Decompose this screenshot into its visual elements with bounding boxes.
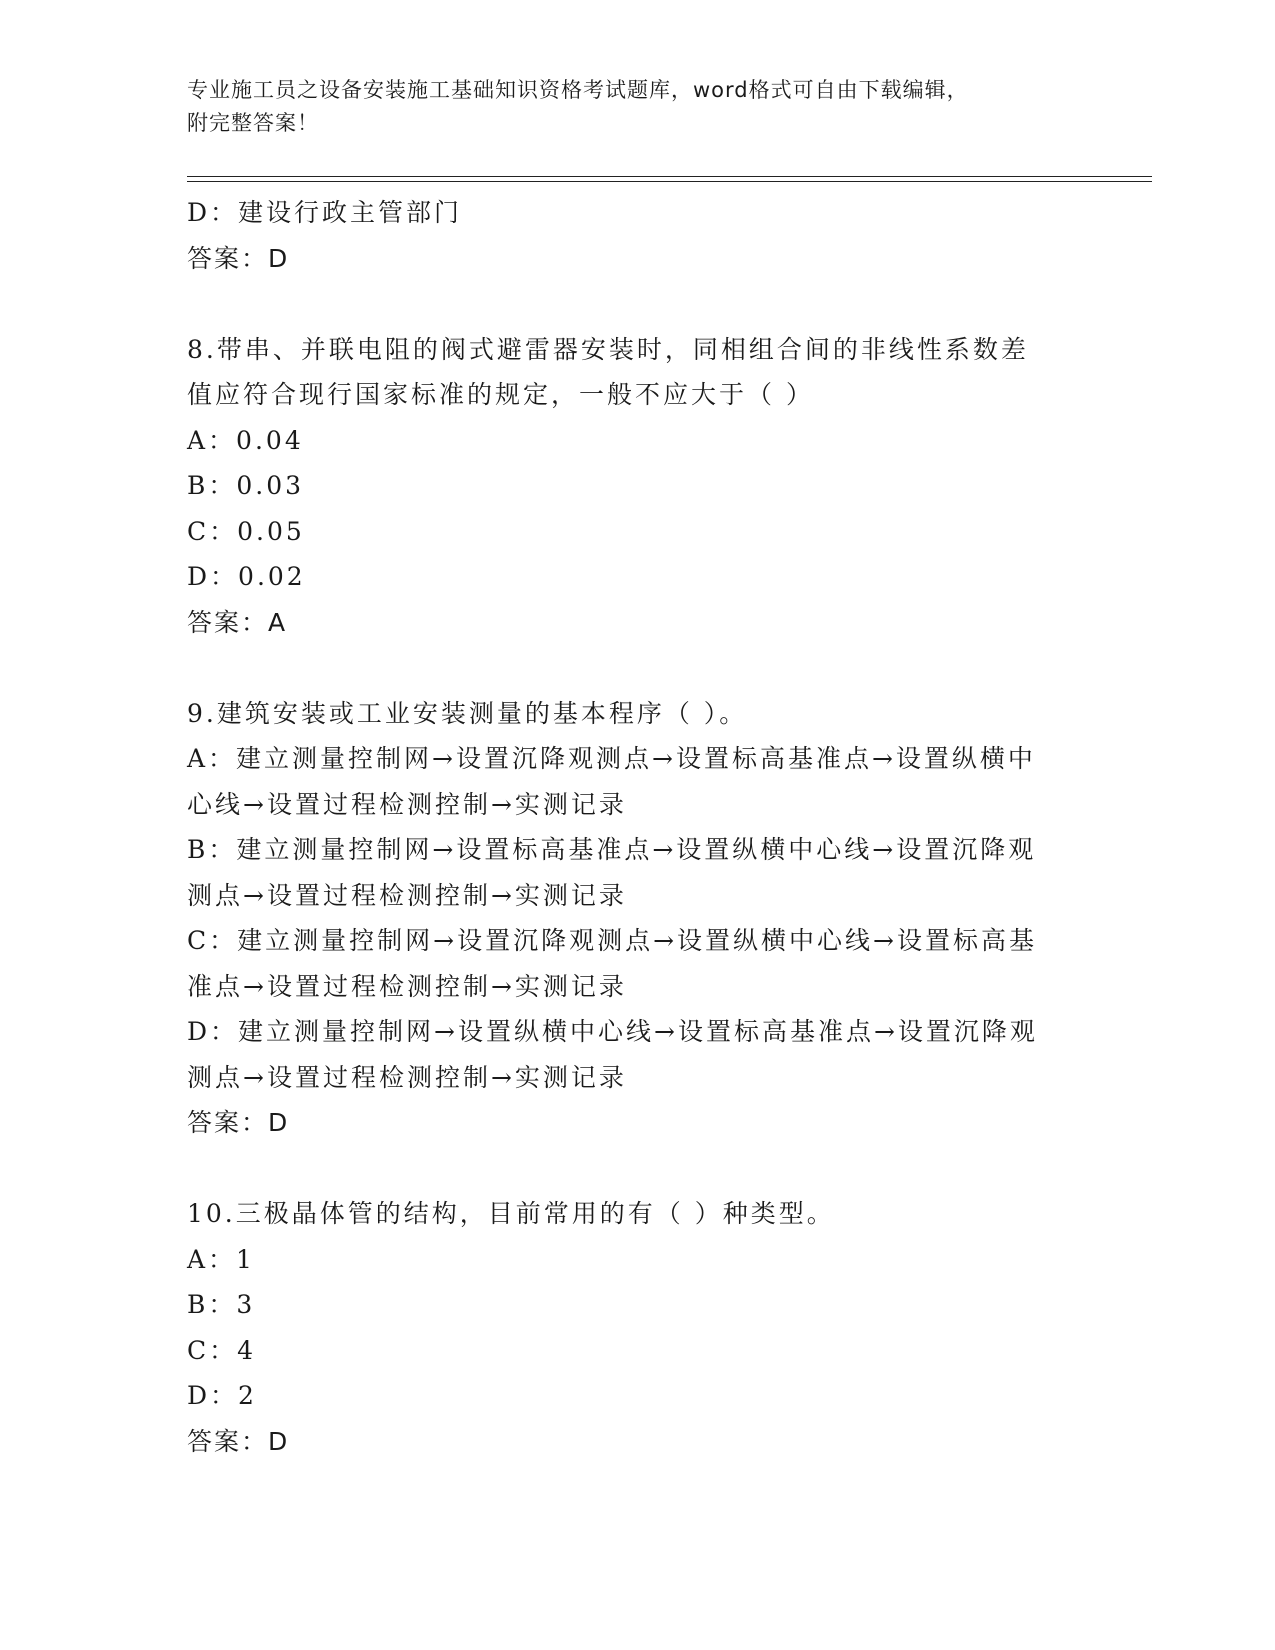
- option-d: D：0.02: [187, 562, 306, 591]
- option-b: B：0.03: [187, 471, 305, 500]
- option-c: C：0.05: [187, 516, 305, 546]
- previous-question-tail: [187, 190, 1087, 281]
- header-line-2: 附完整答案！: [187, 111, 319, 135]
- question-stem-line: 10.三极晶体管的结构，目前常用的有（ ）种类型。: [187, 1199, 835, 1228]
- document-body: [187, 190, 1087, 1464]
- option-d: D：2: [187, 1381, 257, 1410]
- header-divider-bottom: [187, 181, 1152, 182]
- option-a: A：建立测量控制网→设置沉降观测点→设置标高基准点→设置纵横中: [187, 744, 1036, 773]
- document-header: [187, 74, 1087, 140]
- question-9: [187, 691, 1087, 1146]
- question-stem-line: 8.带串、并联电阻的阀式避雷器安装时，同相组合间的非线性系数差: [187, 334, 1029, 364]
- spacer: [187, 645, 1087, 691]
- option-c-continued: 准点→设置过程检测控制→实测记录: [187, 971, 627, 1001]
- option-c: C：建立测量控制网→设置沉降观测点→设置纵横中心线→设置标高基: [187, 926, 1037, 955]
- header-line-1: 专业施工员之设备安装施工基础知识资格考试题库，word格式可自由下载编辑，: [187, 78, 969, 102]
- header-divider-top: [187, 176, 1152, 177]
- answer-line: 答案：D: [187, 1426, 290, 1456]
- option-b: B：建立测量控制网→设置标高基准点→设置纵横中心线→设置沉降观: [187, 835, 1037, 864]
- answer-line: 答案：D: [187, 1108, 290, 1137]
- answer-line: 答案：D: [187, 243, 290, 273]
- question-stem-line: 9.建筑安装或工业安装测量的基本程序（ ）。: [187, 698, 748, 728]
- spacer: [187, 281, 1087, 327]
- option-d: D：建立测量控制网→设置纵横中心线→设置标高基准点→设置沉降观: [187, 1017, 1038, 1046]
- question-stem-line: 值应符合现行国家标准的规定，一般不应大于（ ）: [187, 380, 814, 409]
- spacer: [187, 1146, 1087, 1192]
- option-b-continued: 测点→设置过程检测控制→实测记录: [187, 880, 627, 910]
- option-a: A：1: [187, 1244, 255, 1274]
- option-a-continued: 心线→设置过程检测控制→实测记录: [187, 789, 627, 819]
- question-8: [187, 327, 1087, 646]
- option-c: C：4: [187, 1335, 257, 1365]
- option-d-continued: 测点→设置过程检测控制→实测记录: [187, 1062, 627, 1092]
- question-10: [187, 1191, 1087, 1464]
- option-a: A：0.04: [187, 425, 304, 455]
- answer-line: 答案：A: [187, 607, 288, 637]
- option-d: D：建设行政主管部门: [187, 198, 463, 227]
- option-b: B：3: [187, 1290, 256, 1319]
